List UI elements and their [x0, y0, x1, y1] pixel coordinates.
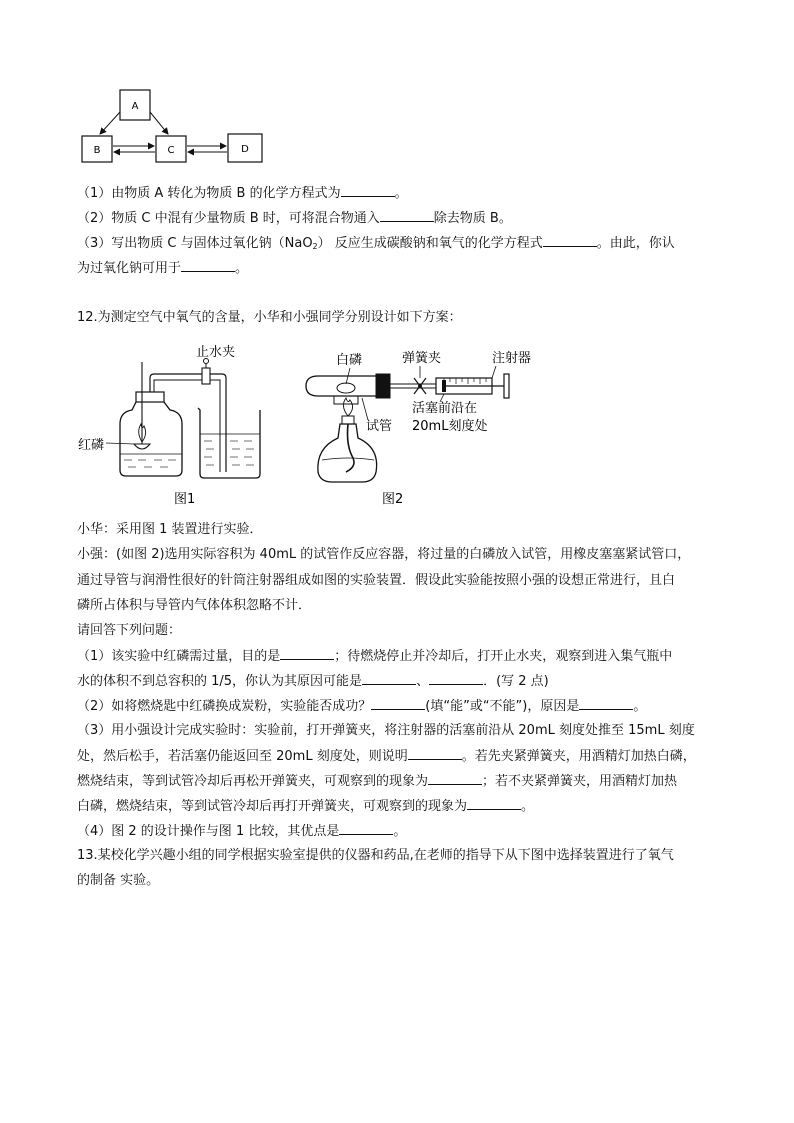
q11-formula-subscript: 2	[312, 242, 318, 251]
q12-sub3-line4	[77, 797, 534, 816]
figure-2-apparatus	[296, 344, 536, 508]
test-tube-pointer	[362, 398, 368, 420]
label-spring-clip: 弹簧夹	[402, 351, 442, 366]
answer-blank[interactable]	[428, 772, 482, 785]
figure-2-caption: 图2	[382, 492, 404, 507]
q12-sub1-line2	[77, 672, 549, 691]
answer-blank[interactable]	[408, 747, 462, 760]
q11-sub1-end: 。	[394, 186, 408, 201]
q11-sub2-end: 除去物质 B。	[433, 211, 512, 226]
answer-blank[interactable]	[341, 184, 395, 197]
answer-blank[interactable]	[362, 672, 416, 685]
q11-sub3-line2-end: 。	[235, 261, 249, 276]
answer-blank[interactable]	[280, 647, 334, 660]
label-syringe: 注射器	[492, 351, 532, 366]
q12-s2-text-c: 。	[633, 699, 647, 714]
figure-1-apparatus	[76, 340, 276, 508]
q12-s3-text-c: 。若先夹紧弹簧夹，用酒精灯加热白磷，	[461, 749, 696, 764]
substance-flow-diagram	[76, 86, 266, 168]
glass-tube	[150, 374, 226, 472]
white-phosphorus	[337, 383, 355, 393]
answer-blank[interactable]	[429, 672, 483, 685]
label-red-phosphorus: 红磷	[78, 438, 105, 453]
bottle-stopper	[136, 392, 164, 402]
q11-sub1	[77, 184, 408, 203]
q12-sub3-line3	[77, 772, 677, 791]
phosphorus-pointer	[106, 443, 134, 444]
syringe-plunger-end	[504, 374, 509, 398]
q12-s1-text-a: （1）该实验中红磷需过量，目的是	[77, 649, 281, 664]
bottle-water-lines	[124, 460, 176, 467]
q11-formula-o: O	[302, 236, 313, 251]
q12-s4-text-b: 。	[393, 824, 407, 839]
q11-sub3-end: 。由此，你认	[596, 236, 675, 251]
beaker-water-lines	[204, 441, 254, 465]
q11-sub3-text: （3）写出物质 C 与固体过氧化钠（Na	[77, 236, 303, 251]
answer-blank[interactable]	[339, 822, 393, 835]
label-test-tube: 试管	[366, 419, 393, 434]
q11-sub2-text: （2）物质 C 中混有少量物质 B 时，可将混合物通入	[77, 211, 380, 226]
beaker	[198, 408, 260, 478]
q11-sub3-line2-text: 为过氧化钠可用于	[77, 261, 182, 276]
label-plunger-position-1: 活塞前沿在	[412, 401, 478, 416]
combustion-spoon	[134, 444, 150, 449]
water-stop-clamp	[202, 368, 210, 384]
q11-sub3-line2	[77, 259, 248, 278]
label-white-phosphorus: 白磷	[336, 353, 363, 368]
q12-sub3-line1: （3）用小强设计完成实验时：实验前，打开弹簧夹，将注射器的活塞前沿从 20mL 刻度处推至 15mL 刻度	[77, 723, 695, 738]
gas-collecting-bottle	[120, 402, 182, 476]
label-water-clamp: 止水夹	[196, 345, 236, 360]
q12-sub3-line2	[77, 747, 696, 766]
q12-s1-text-b: ；待燃烧停止并冷却后，打开止水夹，观察到进入集气瓶中	[334, 649, 673, 664]
q11-sub3	[77, 234, 675, 256]
q12-s3-text-b: 处，然后松手，若活塞仍能返回至 20mL 刻度处，则说明	[77, 749, 408, 764]
label-plunger-position-2: 20mL刻度处	[412, 419, 488, 434]
answer-blank[interactable]	[543, 234, 597, 247]
q12-s3-text-e: ；若不夹紧弹簧夹，用酒精灯加热	[482, 774, 678, 789]
q13-line1: 13.某校化学兴趣小组的同学根据实验室提供的仪器和药品,在老师的指导下从下图中选择装置进行了氧气	[77, 848, 674, 863]
q13-line2: 的制备 实验。	[77, 873, 160, 888]
node-c-label: C	[167, 145, 175, 156]
q12-s1-text-d: 、	[416, 674, 430, 689]
node-b-label: B	[93, 145, 101, 156]
tube-holder	[334, 396, 358, 404]
q12-xiaoqiang-line3: 磷所占体积与导管内气体体积忽略不计．	[77, 598, 312, 613]
q12-s3-text-d: 燃烧结束，等到试管冷却后再松开弹簧夹，可观察到的现象为	[77, 774, 429, 789]
q12-s2-text-b: (填“能”或“不能”)，原因是	[425, 699, 580, 714]
rubber-stopper	[376, 374, 390, 398]
q12-ask: 请回答下列问题：	[77, 623, 182, 638]
node-d-label: D	[241, 144, 249, 155]
answer-blank[interactable]	[181, 259, 235, 272]
q12-s1-text-e: ．(写 2 点)	[483, 674, 549, 689]
lamp-flame	[343, 398, 352, 416]
q12-xiaoqiang-line1: 小强：(如图 2)选用实际容积为 40mL 的试管作反应容器，将过量的白磷放入试管，用橡皮塞塞紧试管口，	[77, 547, 691, 562]
syringe-pointer	[492, 366, 496, 378]
q12-sub2	[77, 697, 646, 716]
q12-xiaohua: 小华：采用图 1 装置进行实验．	[77, 522, 263, 537]
answer-blank[interactable]	[579, 697, 633, 710]
lamp-wick-holder	[342, 416, 354, 424]
q11-sub1-text: （1）由物质 A 转化为物质 B 的化学方程式为	[77, 186, 341, 201]
q12-s1-text-c: 水的体积不到总容积的 1/5，你认为其原因可能是	[77, 674, 363, 689]
q11-sub3-mid: ） 反应生成碳酸钠和氧气的化学方程式	[317, 236, 543, 251]
node-a-label: A	[131, 101, 139, 112]
q12-s2-text-a: （2）如将燃烧匙中红磷换成炭粉，实验能否成功？	[77, 699, 372, 714]
q12-s3-text-f: 白磷，燃烧结束，等到试管冷却后再打开弹簧夹，可观察到的现象为	[77, 799, 468, 814]
answer-blank[interactable]	[380, 209, 434, 222]
arrow-a-to-b	[100, 112, 120, 134]
q12-xiaoqiang-line2: 通过导管与润滑性很好的针筒注射器组成如图的实验装置．假设此实验能按照小强的设想正常进行，且白	[77, 573, 676, 588]
q12-s4-text-a: （4）图 2 的设计操作与图 1 比较，其优点是	[77, 824, 340, 839]
answer-blank[interactable]	[371, 697, 425, 710]
arrow-a-to-c	[150, 112, 168, 134]
q12-intro: 12.为测定空气中氧气的含量，小华和小强同学分别设计如下方案：	[77, 310, 462, 325]
q11-sub2	[77, 209, 512, 228]
q12-sub1-line1	[77, 647, 672, 666]
figure-1-caption: 图1	[174, 492, 196, 507]
answer-blank[interactable]	[467, 797, 521, 810]
spring-clip-pivot	[418, 384, 422, 388]
syringe-plunger-head	[442, 380, 446, 392]
q12-sub4	[77, 822, 406, 841]
q12-s3-text-g: 。	[521, 799, 535, 814]
